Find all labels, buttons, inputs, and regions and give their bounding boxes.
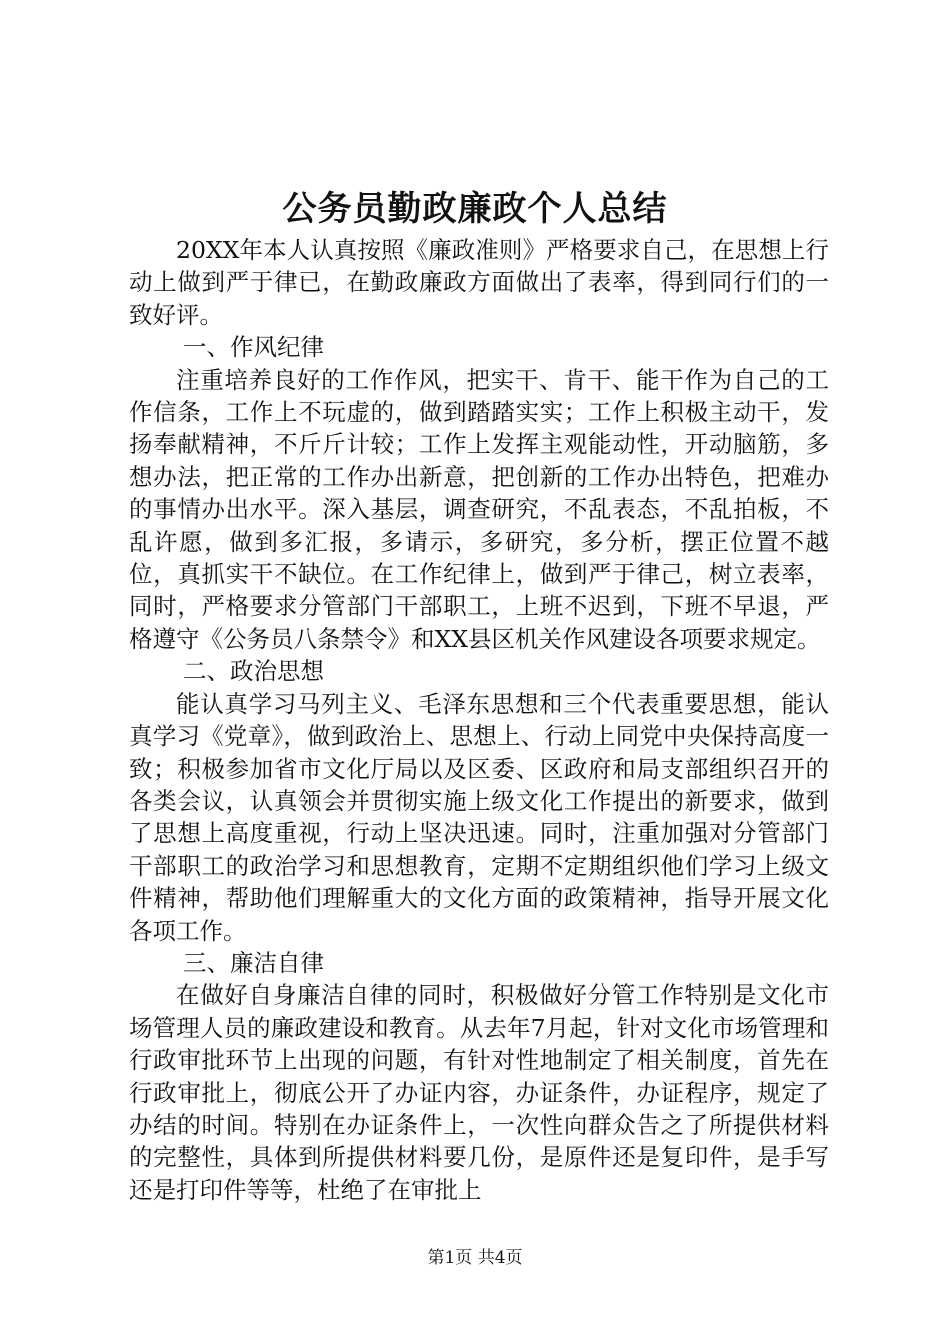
- section-body-political-thought: 能认真学习马列主义、毛泽东思想和三个代表重要思想，能认真学习《党章》，做到政治上、思想上、行动上同党中央保持高度一致；积极参加省市文化厅局以及区委、区政府和局支部组织召开的各类会议，认真领会并贯彻实施上级文化工作提出的新要求，做到了思想上高度重视，行动上坚决迅速。同时，注重加强对分管部门干部职工的政治学习和思想教育，定期不定期组织他们学习上级文件精神，帮助他们理解重大的文化方面的政策精神，指导开展文化各项工作。: [129, 689, 829, 945]
- section-body-integrity: 在做好自身廉洁自律的同时，积极做好分管工作特别是文化市场管理人员的廉政建设和教育。从去年7月起，针对文化市场管理和行政审批环节上出现的问题，有针对性地制定了相关制度，首先在行政审批上，彻底公开了办证内容，办证条件，办证程序，规定了办结的时间。特别在办证条件上，一次性向群众告之了所提供材料的完整性，具体到所提供材料要几份，是原件还是复印件，是手写还是打印件等等，杜绝了在审批上: [129, 981, 829, 1204]
- section-body-work-style: 注重培养良好的工作作风，把实干、肯干、能干作为自己的工作信条，工作上不玩虚的，做到踏踏实实；工作上积极主动干，发扬奉献精神，不斤斤计较；工作上发挥主观能动性，开动脑筋，多想办法，把正常的工作办出新意，把创新的工作办出特色，把难办的事情办出水平。深入基层，调查研究，不乱表态，不乱拍板，不乱许愿，做到多汇报，多请示，多研究，多分析，摆正位置不越位，真抓实干不缺位。在工作纪律上，做到严于律己，树立表率，同时，严格要求分管部门干部职工，上班不迟到，下班不早退，严格遵守《公务员八条禁令》和XX县区机关作风建设各项要求规定。: [129, 365, 829, 653]
- intro-paragraph: 20XX年本人认真按照《廉政准则》严格要求自己，在思想上行动上做到严于律已，在勤政廉政方面做出了表率，得到同行们的一致好评。: [129, 236, 829, 329]
- document-body: [129, 234, 829, 1206]
- page-number-footer: 第1页 共4页: [427, 1248, 523, 1268]
- section-heading-political-thought: 二、政治思想: [183, 657, 325, 686]
- document-title: 公务员勤政廉政个人总结: [282, 189, 668, 229]
- section-heading-integrity: 三、廉洁自律: [183, 948, 325, 977]
- section-heading-work-style: 一、作风纪律: [183, 333, 325, 362]
